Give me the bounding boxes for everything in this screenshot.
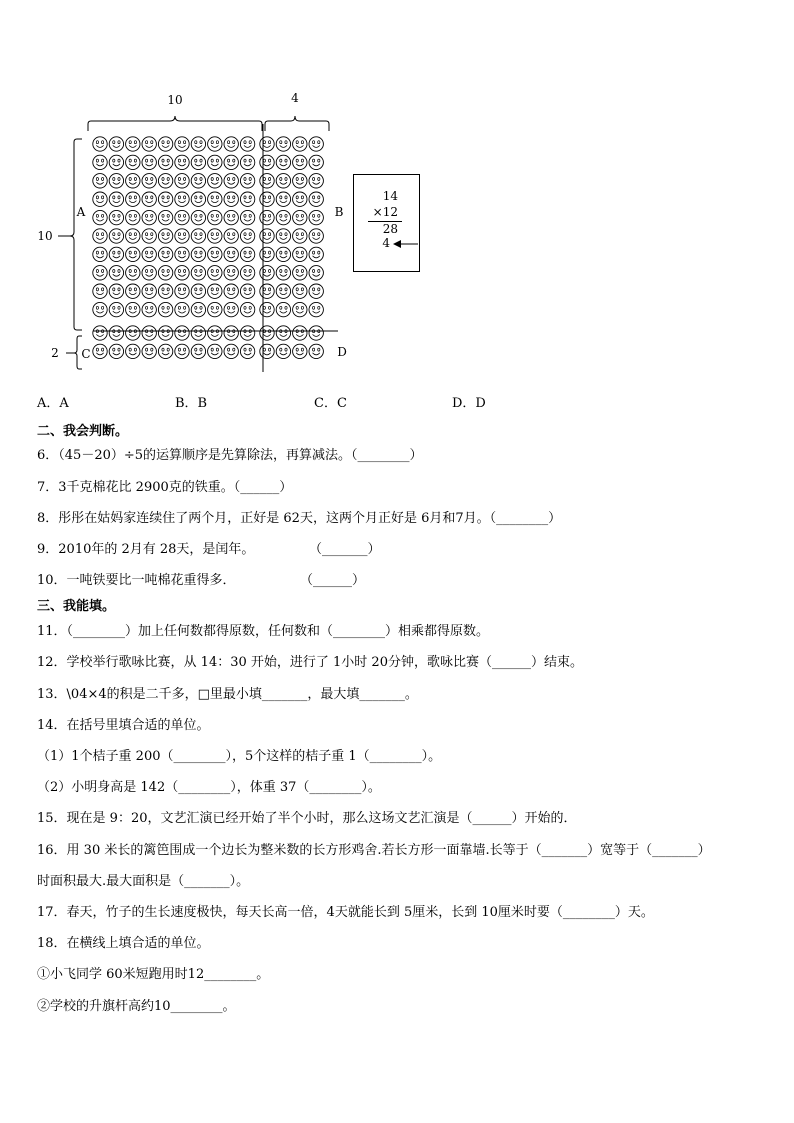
- smiley-face-icon: [240, 326, 254, 340]
- question-7: 7．3千克棉花比 2900克的铁重。（______）: [37, 480, 293, 495]
- smiley-face-icon: [309, 284, 323, 298]
- smiley-face-icon: [109, 344, 123, 358]
- smiley-face-icon: [240, 302, 254, 316]
- smiley-face-icon: [293, 229, 307, 243]
- smiley-face-icon: [276, 266, 290, 280]
- top-brace-right: [265, 116, 329, 131]
- smiley-grid: [93, 137, 324, 359]
- smiley-face-icon: [142, 302, 156, 316]
- region-label-b: B: [334, 205, 344, 219]
- smiley-face-icon: [158, 344, 172, 358]
- smiley-face-icon: [93, 210, 107, 224]
- smiley-face-icon: [240, 247, 254, 261]
- smiley-face-icon: [126, 155, 140, 169]
- smiley-face-icon: [191, 247, 205, 261]
- smiley-face-icon: [293, 344, 307, 358]
- question-6: 6．（45－20）÷5的运算顺序是先算除法，再算减法。（________）: [37, 448, 423, 463]
- smiley-face-icon: [158, 192, 172, 206]
- smiley-face-icon: [240, 344, 254, 358]
- smiley-face-icon: [208, 344, 222, 358]
- smiley-face-icon: [158, 266, 172, 280]
- smiley-face-icon: [276, 137, 290, 151]
- smiley-face-icon: [109, 210, 123, 224]
- smiley-face-icon: [93, 266, 107, 280]
- smiley-face-icon: [158, 229, 172, 243]
- smiley-face-icon: [191, 344, 205, 358]
- smiley-face-icon: [240, 137, 254, 151]
- smiley-face-icon: [276, 302, 290, 316]
- question-11: 11．（________）加上任何数都得原数，任何数和（________）相乘都得原数。: [37, 624, 490, 639]
- smiley-face-icon: [109, 137, 123, 151]
- smiley-face-icon: [276, 247, 290, 261]
- smiley-face-icon: [260, 229, 274, 243]
- smiley-face-icon: [309, 174, 323, 188]
- smiley-face-icon: [126, 326, 140, 340]
- smiley-face-icon: [175, 174, 189, 188]
- smiley-face-icon: [240, 192, 254, 206]
- smiley-face-icon: [93, 174, 107, 188]
- option-b: B．B: [175, 396, 208, 411]
- calc-line-3: 28: [382, 222, 398, 236]
- smiley-face-icon: [158, 155, 172, 169]
- smiley-face-icon: [260, 344, 274, 358]
- smiley-face-icon: [240, 174, 254, 188]
- smiley-face-icon: [309, 344, 323, 358]
- smiley-face-icon: [109, 266, 123, 280]
- top-label-ten: 10: [167, 93, 183, 107]
- smiley-face-icon: [126, 229, 140, 243]
- vertical-multiplication-box: [353, 174, 420, 272]
- smiley-face-icon: [93, 137, 107, 151]
- smiley-face-icon: [126, 192, 140, 206]
- smiley-face-icon: [93, 284, 107, 298]
- question-10: 10．一吨铁要比一吨棉花重得多．: [37, 573, 236, 588]
- smiley-face-icon: [158, 302, 172, 316]
- question-9-blank: （_______）: [309, 542, 381, 557]
- smiley-face-icon: [208, 210, 222, 224]
- smiley-face-icon: [158, 326, 172, 340]
- question-14: 14．在括号里填合适的单位。: [37, 718, 210, 733]
- smiley-face-icon: [240, 229, 254, 243]
- smiley-face-icon: [93, 344, 107, 358]
- smiley-face-icon: [224, 266, 238, 280]
- smiley-face-icon: [142, 344, 156, 358]
- smiley-face-icon: [208, 137, 222, 151]
- smiley-face-icon: [175, 344, 189, 358]
- smiley-face-icon: [93, 247, 107, 261]
- option-a: A．A: [37, 396, 69, 411]
- smiley-face-icon: [240, 155, 254, 169]
- smiley-face-icon: [276, 229, 290, 243]
- smiley-face-icon: [142, 192, 156, 206]
- smiley-face-icon: [293, 266, 307, 280]
- smiley-face-icon: [175, 266, 189, 280]
- smiley-face-icon: [175, 247, 189, 261]
- calc-line-2: ×12: [372, 205, 398, 219]
- smiley-face-icon: [309, 210, 323, 224]
- smiley-face-icon: [93, 302, 107, 316]
- smiley-face-icon: [309, 192, 323, 206]
- smiley-face-icon: [276, 210, 290, 224]
- region-label-c: C: [81, 347, 91, 361]
- smiley-face-icon: [260, 192, 274, 206]
- question-17: 17．春天，竹子的生长速度极快，每天长高一倍，4天就能长到 5厘米，长到 10厘米时要（________）天。: [37, 905, 654, 920]
- smiley-face-icon: [142, 174, 156, 188]
- smiley-face-icon: [240, 210, 254, 224]
- smiley-face-icon: [191, 266, 205, 280]
- smiley-face-icon: [240, 266, 254, 280]
- smiley-face-icon: [175, 302, 189, 316]
- calc-line-1: 14: [382, 189, 398, 203]
- smiley-face-icon: [276, 326, 290, 340]
- smiley-face-icon: [175, 192, 189, 206]
- smiley-face-icon: [260, 266, 274, 280]
- smiley-face-icon: [191, 192, 205, 206]
- smiley-face-icon: [224, 284, 238, 298]
- smiley-face-icon: [126, 174, 140, 188]
- smiley-face-icon: [126, 210, 140, 224]
- smiley-face-icon: [109, 326, 123, 340]
- smiley-face-icon: [309, 266, 323, 280]
- smiley-face-icon: [208, 192, 222, 206]
- smiley-face-icon: [158, 210, 172, 224]
- smiley-face-icon: [175, 326, 189, 340]
- question-18: 18．在横线上填合适的单位。: [37, 936, 210, 951]
- question-18-1: ①小飞同学 60米短跑用时12________。: [37, 967, 270, 982]
- smiley-face-icon: [293, 326, 307, 340]
- smiley-face-icon: [109, 302, 123, 316]
- smiley-face-icon: [224, 344, 238, 358]
- smiley-face-icon: [126, 266, 140, 280]
- arrow-left-icon: [393, 239, 419, 249]
- smiley-face-icon: [260, 284, 274, 298]
- smiley-face-icon: [175, 155, 189, 169]
- smiley-face-icon: [260, 326, 274, 340]
- region-label-d: D: [337, 345, 347, 359]
- section-fill-heading: 三、我能填。: [37, 599, 116, 614]
- smiley-face-icon: [191, 284, 205, 298]
- question-14-1: （1）1个桔子重 200（________），5个这样的桔子重 1（________）。: [37, 749, 442, 764]
- smiley-face-icon: [309, 155, 323, 169]
- smiley-face-icon: [191, 229, 205, 243]
- smiley-face-icon: [142, 284, 156, 298]
- smiley-face-icon: [191, 326, 205, 340]
- smiley-face-icon: [309, 247, 323, 261]
- smiley-face-icon: [224, 247, 238, 261]
- smiley-face-icon: [224, 302, 238, 316]
- option-d: D．D: [452, 396, 486, 411]
- smiley-face-icon: [93, 155, 107, 169]
- question-16-line1: 16．用 30 米长的篱笆围成一个边长为整米数的长方形鸡舍.若长方形一面靠墙.长等于（_______）宽等于（_______）: [37, 843, 711, 858]
- smiley-face-icon: [126, 302, 140, 316]
- smiley-face-icon: [93, 192, 107, 206]
- smiley-face-icon: [208, 266, 222, 280]
- smiley-face-icon: [208, 174, 222, 188]
- smiley-face-icon: [175, 229, 189, 243]
- smiley-face-icon: [93, 229, 107, 243]
- smiley-face-icon: [208, 284, 222, 298]
- smiley-face-icon: [158, 247, 172, 261]
- smiley-face-icon: [109, 174, 123, 188]
- smiley-face-icon: [191, 155, 205, 169]
- smiley-face-icon: [309, 137, 323, 151]
- smiley-face-icon: [109, 229, 123, 243]
- smiley-face-icon: [93, 326, 107, 340]
- smiley-face-icon: [191, 174, 205, 188]
- smiley-face-icon: [158, 284, 172, 298]
- smiley-face-icon: [191, 210, 205, 224]
- question-9: 9．2010年的 2月有 28天，是闰年。: [37, 542, 255, 557]
- smiley-face-icon: [142, 247, 156, 261]
- smiley-face-icon: [260, 155, 274, 169]
- smiley-face-icon: [142, 229, 156, 243]
- option-c: C．C: [314, 396, 347, 411]
- smiley-face-icon: [191, 137, 205, 151]
- smiley-face-icon: [109, 247, 123, 261]
- smiley-face-icon: [191, 302, 205, 316]
- smiley-face-icon: [224, 229, 238, 243]
- side-label-ten: 10: [37, 229, 53, 243]
- smiley-face-icon: [126, 344, 140, 358]
- left-brace-rows: [70, 139, 82, 330]
- smiley-face-icon: [293, 192, 307, 206]
- smiley-face-icon: [293, 210, 307, 224]
- question-16-line2: 时面积最大.最大面积是（_______）。: [37, 874, 250, 889]
- smiley-face-icon: [109, 284, 123, 298]
- question-10-blank: （______）: [300, 573, 366, 588]
- smiley-face-icon: [126, 137, 140, 151]
- smiley-face-icon: [208, 247, 222, 261]
- question-18-2: ②学校的升旗杆高约10________。: [37, 999, 236, 1014]
- smiley-face-icon: [142, 155, 156, 169]
- smiley-face-icon: [224, 210, 238, 224]
- region-label-a: A: [76, 205, 86, 219]
- section-judge-heading: 二、我会判断。: [37, 424, 129, 439]
- question-13: 13．\04×4的积是二千多，□里最小填_______，最大填_______。: [37, 687, 418, 702]
- smiley-face-icon: [293, 284, 307, 298]
- smiley-face-icon: [260, 174, 274, 188]
- smiley-face-icon: [260, 137, 274, 151]
- smiley-face-icon: [142, 137, 156, 151]
- smiley-face-icon: [293, 302, 307, 316]
- smiley-face-icon: [158, 174, 172, 188]
- smiley-face-icon: [276, 344, 290, 358]
- calc-line-4: 4: [382, 236, 390, 250]
- smiley-face-icon: [142, 210, 156, 224]
- question-14-2: （2）小明身高是 142（________），体重 37（________）。: [37, 780, 381, 795]
- smiley-face-icon: [142, 266, 156, 280]
- smiley-face-icon: [208, 326, 222, 340]
- smiley-face-icon: [175, 284, 189, 298]
- question-8: 8．彤彤在姑妈家连续住了两个月，正好是 62天，这两个月正好是 6月和7月。（________）: [37, 511, 562, 526]
- smiley-face-icon: [142, 326, 156, 340]
- smiley-face-icon: [175, 137, 189, 151]
- question-12: 12．学校举行歌咏比赛，从 14：30 开始，进行了 1小时 20分钟，歌咏比赛（______）结束。: [37, 655, 583, 670]
- smiley-face-icon: [293, 137, 307, 151]
- smiley-face-icon: [224, 137, 238, 151]
- smiley-face-icon: [260, 247, 274, 261]
- smiley-face-icon: [208, 155, 222, 169]
- smiley-face-icon: [158, 137, 172, 151]
- smiley-face-icon: [276, 155, 290, 169]
- smiley-face-icon: [260, 302, 274, 316]
- smiley-face-icon: [224, 192, 238, 206]
- smiley-face-icon: [224, 326, 238, 340]
- smiley-face-icon: [224, 155, 238, 169]
- smiley-face-icon: [126, 284, 140, 298]
- smiley-face-icon: [224, 174, 238, 188]
- top-label-four: 4: [291, 91, 299, 105]
- question-15: 15．现在是 9：20，文艺汇演已经开始了半个小时，那么这场文艺汇演是（______）开始的．: [37, 811, 577, 826]
- smiley-face-icon: [208, 302, 222, 316]
- smiley-face-icon: [126, 247, 140, 261]
- top-brace-left: [88, 116, 262, 131]
- smiley-face-icon: [175, 210, 189, 224]
- smiley-face-icon: [309, 302, 323, 316]
- smiley-face-icon: [276, 174, 290, 188]
- smiley-face-icon: [309, 229, 323, 243]
- smiley-face-icon: [240, 284, 254, 298]
- smiley-face-icon: [276, 192, 290, 206]
- smiley-face-icon: [293, 247, 307, 261]
- smiley-face-icon: [276, 284, 290, 298]
- smiley-face-icon: [293, 155, 307, 169]
- smiley-face-icon: [109, 155, 123, 169]
- smiley-face-icon: [309, 326, 323, 340]
- smiley-face-icon: [208, 229, 222, 243]
- side-label-two: 2: [51, 346, 59, 360]
- smiley-face-icon: [109, 192, 123, 206]
- smiley-face-icon: [293, 174, 307, 188]
- smiley-face-icon: [260, 210, 274, 224]
